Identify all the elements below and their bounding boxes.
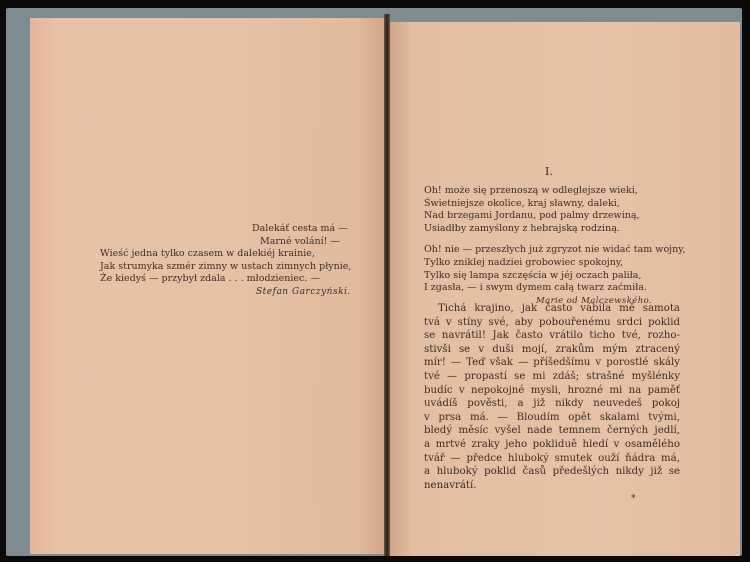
prose-line: tvář — předce hluboký smutek ouží ňádra má,	[424, 452, 680, 464]
prose-line: bledý měsíc vyšel nade temnem černých jedlí,	[424, 425, 680, 437]
prose-line: a mrtvé zraky jeho pokliduě hledí v osamělého	[424, 438, 680, 450]
poem-line: Nad brzegami Jordanu, pod palmy drzewiną,	[424, 210, 640, 222]
prose-line: budíc v nepokojné mysli, hrozné mi na paměť	[424, 384, 680, 396]
prose-line: mír! — Teď však — příšedšímu v porostlé skály	[424, 357, 680, 369]
poem-line: Świetniejsze okolice, kraj sławny, daleki,	[424, 197, 620, 209]
prose-line: tvé — propastí se mi zdáš; strašné myšlénky	[424, 370, 680, 382]
epigraph-signature: Stefan Garczyński.	[256, 286, 351, 297]
prose-line: tvá v stíny své, aby pobouřenému srdci poklid	[424, 316, 680, 328]
epigraph	[100, 223, 360, 299]
prose-line: nenavrátí.	[424, 479, 477, 491]
poem-line: I zgasła, — i swym dymem całą twarz zaćmiła.	[424, 282, 647, 294]
poem-attribution: Marie od Malczewského.	[536, 295, 653, 306]
footer-mark: *	[631, 494, 636, 504]
chapter-number: I.	[545, 165, 553, 178]
prose-line: uvádíš pověsti, a již nikdy neuvedeš pokoj	[424, 398, 680, 410]
epigraph-line: Że kiedyś — przybył zdala . . . młodzieniec. —	[100, 273, 320, 285]
poem-line: Tylko się lampa szczęścia w jéj oczach paliła,	[424, 269, 642, 281]
epigraph-line: Jak strumyka szmér zimny w ustach zimnych płynie,	[100, 260, 352, 272]
prose-line: a hluboký poklid časů předešlých nikdy již se	[424, 466, 680, 478]
poem-line: Oh! nie — przeszłych już zgryzot nie widać tam wojny,	[424, 244, 686, 256]
poem-line: Oh! może się przenoszą w odleglejsze wieki,	[424, 185, 638, 196]
poem-line: Tylko zniklej nadziei grobowiec spokojny,	[424, 256, 623, 268]
prose-line: Tichá krajino, jak často vábila mě samota	[438, 303, 680, 314]
epigraph-line: Wieść jedna tylko czasem w dalekiéj krainie,	[100, 248, 315, 260]
poem-epigraph	[424, 185, 694, 307]
stanza-gap	[424, 235, 694, 244]
prose-line: se navrátil! Jak často vrátilo ticho tvé, rozho-	[424, 330, 680, 342]
prose-line: stivši se v duši mojí, zrakům mým ztracený	[424, 343, 680, 355]
book-gutter	[384, 14, 390, 556]
prose-line: v prsa má. — Bloudím opět skalami tvými,	[424, 411, 680, 423]
poem-line: Usiadłby zamyślony z hebrajską rodziną.	[424, 222, 620, 234]
epigraph-line: Marné volání! —	[260, 235, 340, 247]
epigraph-line: Dalekáť cesta má —	[252, 223, 348, 234]
prose-paragraph	[424, 302, 680, 492]
